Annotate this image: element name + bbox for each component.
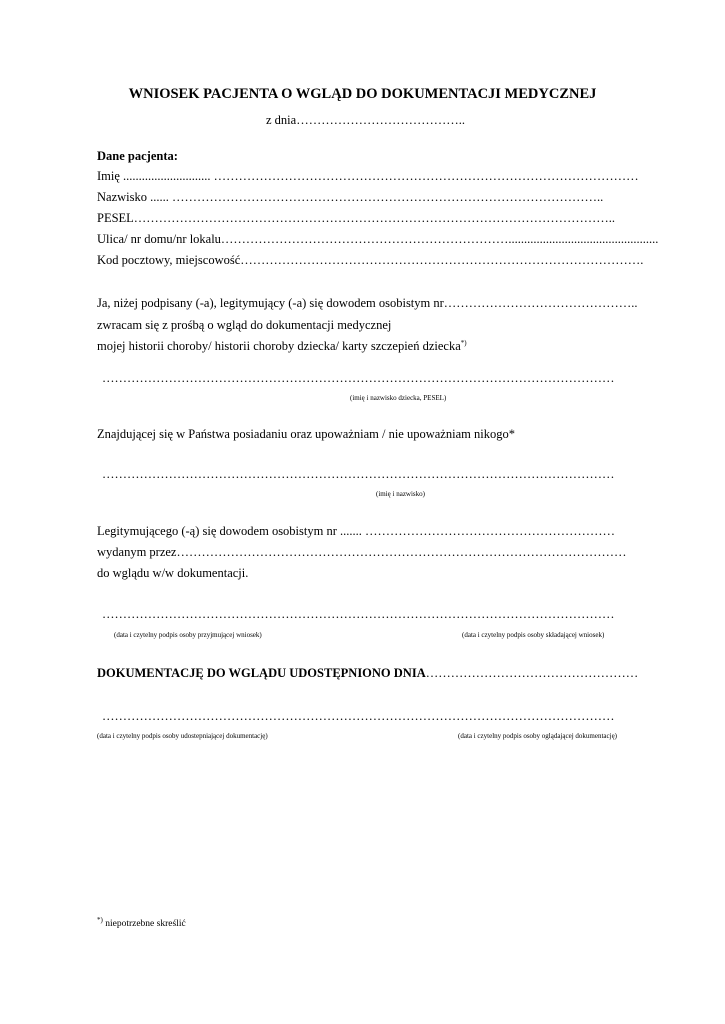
caption-provider: (data i czytelny podpis osoby udostepniającej dokumentację) [97, 732, 268, 740]
document-title: WNIOSEK PACJENTA O WGLĄD DO DOKUMENTACJI MEDYCZNEJ [128, 86, 597, 102]
footnote-mark-bottom: *) [97, 916, 103, 924]
id-line: Legitymującego (-ą) się dowodem osobistym nr ....... …………………………………………………… [97, 524, 615, 538]
field-first-name: Imię ............................ ………………………………………………………………………………………… [97, 169, 639, 183]
released-dots: …………………………………………… [425, 666, 639, 680]
child-dotted-line: …………………………………………………………………………………………………………… [102, 371, 615, 385]
caption-applicant: (data i czytelny podpis osoby składającej wniosek) [462, 631, 605, 639]
signature-dotted-line-2: …………………………………………………………………………………………………………… [102, 709, 615, 723]
declaration-line-3 [97, 339, 467, 354]
footnote [97, 916, 186, 929]
patient-heading: Dane pacjenta: [97, 149, 178, 163]
released-label: DOKUMENTACJĘ DO WGLĄDU UDOSTĘPNIONO DNIA [97, 666, 426, 680]
field-pesel: PESEL…………………………………………………………………………………………………….. [97, 211, 616, 225]
field-last-name: Nazwisko ...... ………………………………………………………………………………………….. [97, 190, 604, 204]
access-line: do wglądu w/w dokumentacji. [97, 566, 249, 580]
signature-dotted-line-1: …………………………………………………………………………………………………………… [102, 607, 615, 621]
declaration-line-2: zwracam się z prośbą o wgląd do dokumentacji medycznej [97, 318, 392, 332]
issued-line: wydanym przez……………………………………………………………………………………………… [97, 545, 627, 559]
field-postal-city: Kod pocztowy, miejscowość……………………………………………………………………………………. [97, 253, 644, 267]
declaration-line-1: Ja, niżej podpisany (-a), legitymujący (-a) się dowodem osobistym nr……………………………………….. [97, 296, 638, 310]
date-line: z dnia………………………………….. [266, 113, 465, 127]
caption-receiver: (data i czytelny podpis osoby przyjmującej wniosek) [114, 631, 262, 639]
declaration-line-3-text: mojej historii choroby/ historii choroby dziecka/ karty szczepień dziecka [97, 339, 461, 354]
name-dotted-line: …………………………………………………………………………………………………………… [102, 467, 615, 481]
footnote-text: niepotrzebne skreślić [102, 919, 186, 930]
footnote-mark: *) [460, 339, 467, 347]
released-line [97, 666, 638, 681]
field-address: Ulica/ nr domu/nr lokalu……………………………………………………………................................................ [97, 232, 659, 246]
caption-name: (imię i nazwisko) [376, 490, 425, 498]
caption-child: (imię i nazwisko dziecka, PESEL) [350, 394, 447, 402]
authorization-line: Znajdującej się w Państwa posiadaniu oraz upoważniam / nie upoważniam nikogo* [97, 427, 515, 441]
caption-viewer: (data i czytelny podpis osoby oglądającej dokumentację) [458, 732, 618, 740]
